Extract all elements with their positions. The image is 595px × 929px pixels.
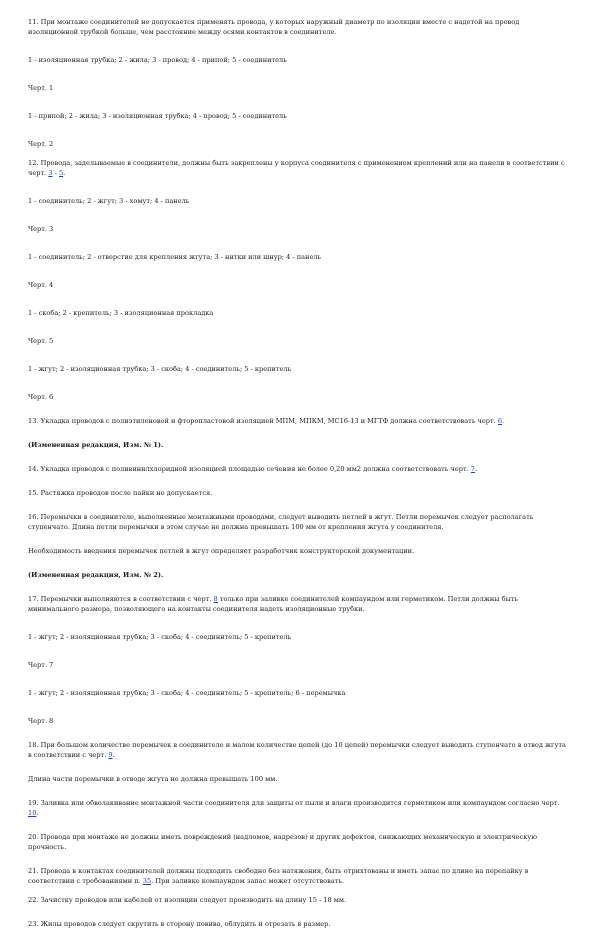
paragraph-18-text: 18. При большом количестве перемычек в соединителе и малом количестве цепей (до 10 цепей) перемычки следует выводить ступенчато в отвод жгута в соответствии с черт. [28,741,566,759]
paragraph-19-end: . [36,809,39,817]
paragraph-17 [28,594,569,614]
paragraph-12-dash: - [52,169,59,177]
figure-legend-8: 1 - жгут; 2 - изоляционная трубка; 3 - скоба; 4 - соединитель; 5 - крепитель; 6 - перемычка [28,689,346,697]
paragraph-13 [28,416,569,426]
paragraph-12 [28,158,569,178]
figure-caption-3: Черт. 3 [28,225,54,233]
figure-caption-1: Черт. 1 [28,84,54,92]
paragraph-16-note: Необходимость введения перемычек петлей в жгут определяет разработчик конструкторской документации. [28,547,415,555]
paragraph-18-end: . [112,751,115,759]
paragraph-14-text: 14. Укладка проводов с поливинилхлоридной изоляцией площадью сечения не более 0,20 мм2 должна соответствовать черт. [28,465,471,473]
paragraph-15: 15. Растяжка проводов после пайки не допускается. [28,489,213,497]
paragraph-22: 22. Зачистку проводов или кабелей от изоляции следует производить на длину 15 - 18 мм. [28,896,347,904]
paragraph-19-text: 19. Заливка или обволакивание монтажной части соединителя для защиты от пыли и влаги производится герметиком или компаундом согласно черт. [28,799,560,807]
figure-caption-7: Черт. 7 [28,661,54,669]
figure-legend-6: 1 - жгут; 2 - изоляционная трубка; 3 - скоба; 4 - соединитель; 5 - крепитель [28,365,292,373]
paragraph-18 [28,740,569,760]
figure-legend-4: 1 - соединитель; 2 - отверстие для крепления жгута; 3 - нитки или шнур; 4 - панель [28,253,322,261]
figure-caption-8: Черт. 8 [28,717,54,725]
paragraph-17-rest: только при заливке соединителей компаундом или герметиком. Петли должны быть минимального размера, позволяющего на контакты соединителя надеть изоляционные трубки. [28,595,519,613]
figure-legend-2: 1 - припой; 2 - жила; 3 - изоляционная трубка; 4 - провод; 5 - соединитель [28,112,287,120]
paragraph-14 [28,464,569,474]
paragraph-21-text: 21. Провода в контактах соединителей должны подходить свободно без натяжения, быть отрихтованы и иметь запас по длине на перепайку в соответствии с требованиями п. [28,867,529,885]
figure-link-6[interactable]: 6 [497,417,503,425]
figure-link-10[interactable]: 10 [28,809,37,817]
figure-caption-2: Черт. 2 [28,140,54,148]
paragraph-18-note: Длина части перемычки в отводе жгута не должна превышать 100 мм. [28,775,278,783]
figure-legend-5: 1 - скоба; 2 - крепитель; 3 - изоляционная прокладка [28,309,214,317]
paragraph-20: 20. Провода при монтаже не должны иметь повреждений (надломов, надрезов) и других дефектов, снижающих механическую и электрическую прочность. [28,833,537,851]
figure-caption-5: Черт. 5 [28,337,54,345]
figure-link-3[interactable]: 3 [48,169,53,177]
revision-note-1: (Измененная редакция, Изм. № 1). [28,441,164,449]
paragraph-21-rest: . При заливке компаундом запас может отсутствовать. [151,877,345,885]
figure-caption-6: Черт. 6 [28,393,54,401]
paragraph-16: 16. Перемычки в соединителе, выполненные монтажными проводами, следует выводить петлей в жгут. Петли перемычек следует располагать ступенчато. Длина петли перемычки в этом случае не должна превышать 100 мм от крепления жгута у соединителя. [28,513,534,531]
paragraph-14-end: . [475,465,478,473]
clause-link-35[interactable]: 35 [142,877,152,885]
paragraph-21 [28,866,569,886]
paragraph-13-end: . [502,417,505,425]
paragraph-12-text: 12. Провода, заделываемые в соединители, должны быть закреплены у корпуса соединителя с применением креплений или на панели в соответствии с черт. [28,159,565,177]
paragraph-11: 11. При монтаже соединителей не допускается применять провода, у которых наружный диаметр по изоляции вместе с надетой на провод изоляционной трубкой больше, чем расстояние между осями контактов в соединителе. [28,18,520,36]
figure-link-7[interactable]: 7 [470,465,475,473]
paragraph-17-text: 17. Перемычки выполняются в соответствии с черт. [28,595,214,603]
figure-link-9[interactable]: 9 [108,751,113,759]
figure-legend-3: 1 - соединитель; 2 - жгут; 3 - хомут; 4 - панель [28,197,190,205]
paragraph-19 [28,798,569,818]
revision-note-2: (Измененная редакция, Изм. № 2). [28,571,164,579]
paragraph-13-text: 13. Укладка проводов с полиэтиленовой и фторопластовой изоляцией МПМ, МПКМ, МС16-13 и МГТФ должна соответствовать черт. [28,417,498,425]
figure-link-8[interactable]: 8 [213,595,218,603]
figure-link-5[interactable]: 5 [58,169,64,177]
figure-caption-4: Черт. 4 [28,281,54,289]
paragraph-23: 23. Жилы проводов следует скрутить в сторону повива, облудить и отрезать в размер. [28,920,331,928]
figure-legend-7: 1 - жгут; 2 - изоляционная трубка; 3 - скоба; 4 - соединитель; 5 - крепитель [28,633,292,641]
paragraph-12-end: . [63,169,66,177]
figure-legend-1: 1 - изоляционная трубка; 2 - жила; 3 - провод; 4 - припой; 5 - соединитель [28,56,287,64]
